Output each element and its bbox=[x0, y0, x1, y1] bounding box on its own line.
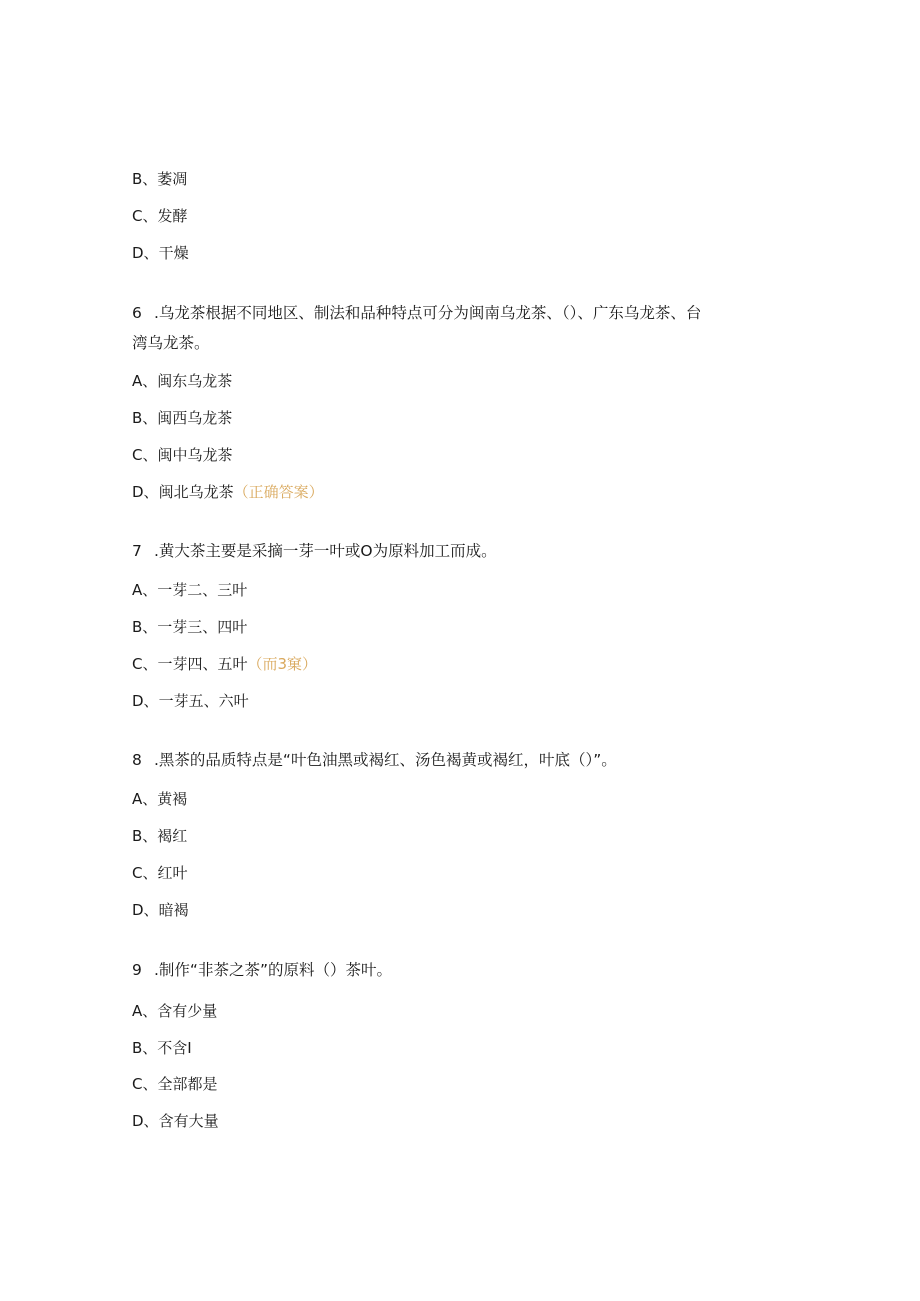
question-text-line1: .乌龙茶根据不同地区、制法和品种特点可分为闽南乌龙茶、（）、广东乌龙茶、台 bbox=[154, 304, 702, 322]
option-text: 闽北乌龙茶 bbox=[158, 483, 234, 501]
option-text: 红叶 bbox=[157, 864, 188, 882]
option-label: A、 bbox=[132, 372, 158, 390]
option-text: 含有少量 bbox=[157, 1002, 218, 1020]
option-label: A、 bbox=[132, 790, 158, 808]
q7-option-c bbox=[132, 653, 317, 675]
option-text: 不含I bbox=[157, 1039, 192, 1057]
q7-option-b bbox=[132, 616, 247, 638]
q6-stem bbox=[132, 298, 782, 358]
question-number: 9 bbox=[132, 961, 142, 979]
q5-option-b bbox=[132, 168, 187, 190]
option-text: 发酵 bbox=[157, 207, 188, 225]
option-label: B、 bbox=[132, 618, 158, 636]
correct-answer-mark: （正确答案） bbox=[233, 483, 324, 501]
q8-option-c bbox=[132, 862, 188, 884]
q9-option-b bbox=[132, 1037, 192, 1059]
q6-option-b bbox=[132, 407, 232, 429]
option-label: C、 bbox=[132, 655, 158, 673]
option-text: 闽中乌龙茶 bbox=[157, 446, 233, 464]
option-text: 一芽四、五叶 bbox=[157, 655, 248, 673]
option-label: B、 bbox=[132, 1039, 158, 1057]
option-label: C、 bbox=[132, 446, 158, 464]
option-text: 闽东乌龙茶 bbox=[157, 372, 233, 390]
option-label: B、 bbox=[132, 409, 158, 427]
q7-stem bbox=[132, 536, 782, 566]
option-text: 闽西乌龙茶 bbox=[157, 409, 233, 427]
question-text: .制作“非茶之茶”的原料（）茶叶。 bbox=[154, 961, 392, 979]
q5-option-d bbox=[132, 242, 189, 264]
q8-option-a bbox=[132, 788, 187, 810]
option-text: 全部都是 bbox=[157, 1075, 218, 1093]
q8-option-d bbox=[132, 899, 189, 921]
option-label: A、 bbox=[132, 581, 158, 599]
option-label: B、 bbox=[132, 827, 158, 845]
question-number: 7 bbox=[132, 542, 142, 560]
q9-option-c bbox=[132, 1073, 218, 1095]
question-text-line2: 湾乌龙茶。 bbox=[132, 334, 210, 352]
option-text: 一芽五、六叶 bbox=[158, 692, 249, 710]
correct-answer-mark: （而3窠） bbox=[247, 655, 318, 673]
option-label: D、 bbox=[132, 901, 159, 919]
option-label: D、 bbox=[132, 244, 159, 262]
q6-option-a bbox=[132, 370, 232, 392]
q7-option-a bbox=[132, 579, 247, 601]
option-text: 含有大量 bbox=[158, 1112, 219, 1130]
option-label: A、 bbox=[132, 1002, 158, 1020]
question-text: .黑茶的品质特点是“叶色油黑或褐红、汤色褐黄或褐红，叶底（）”。 bbox=[154, 751, 617, 769]
option-text: 干燥 bbox=[158, 244, 189, 262]
option-text: 萎凋 bbox=[157, 170, 188, 188]
q6-option-d bbox=[132, 481, 324, 503]
option-text: 褐红 bbox=[157, 827, 188, 845]
q9-option-d bbox=[132, 1110, 219, 1132]
q7-option-d bbox=[132, 690, 249, 712]
q8-option-b bbox=[132, 825, 187, 847]
option-label: B、 bbox=[132, 170, 158, 188]
option-text: 暗褐 bbox=[158, 901, 189, 919]
q8-stem bbox=[132, 745, 782, 775]
question-number: 8 bbox=[132, 751, 142, 769]
q5-option-c bbox=[132, 205, 188, 227]
option-label: D、 bbox=[132, 1112, 159, 1130]
option-text: 黄褐 bbox=[157, 790, 188, 808]
option-text: 一芽二、三叶 bbox=[157, 581, 248, 599]
option-label: C、 bbox=[132, 207, 158, 225]
option-label: D、 bbox=[132, 483, 159, 501]
option-text: 一芽三、四叶 bbox=[157, 618, 248, 636]
option-label: C、 bbox=[132, 864, 158, 882]
q6-option-c bbox=[132, 444, 233, 466]
option-label: D、 bbox=[132, 692, 159, 710]
q9-stem bbox=[132, 955, 782, 985]
option-label: C、 bbox=[132, 1075, 158, 1093]
q9-option-a bbox=[132, 1000, 217, 1022]
question-text: .黄大茶主要是采摘一芽一叶或O为原料加工而成。 bbox=[154, 542, 497, 560]
question-number: 6 bbox=[132, 304, 142, 322]
